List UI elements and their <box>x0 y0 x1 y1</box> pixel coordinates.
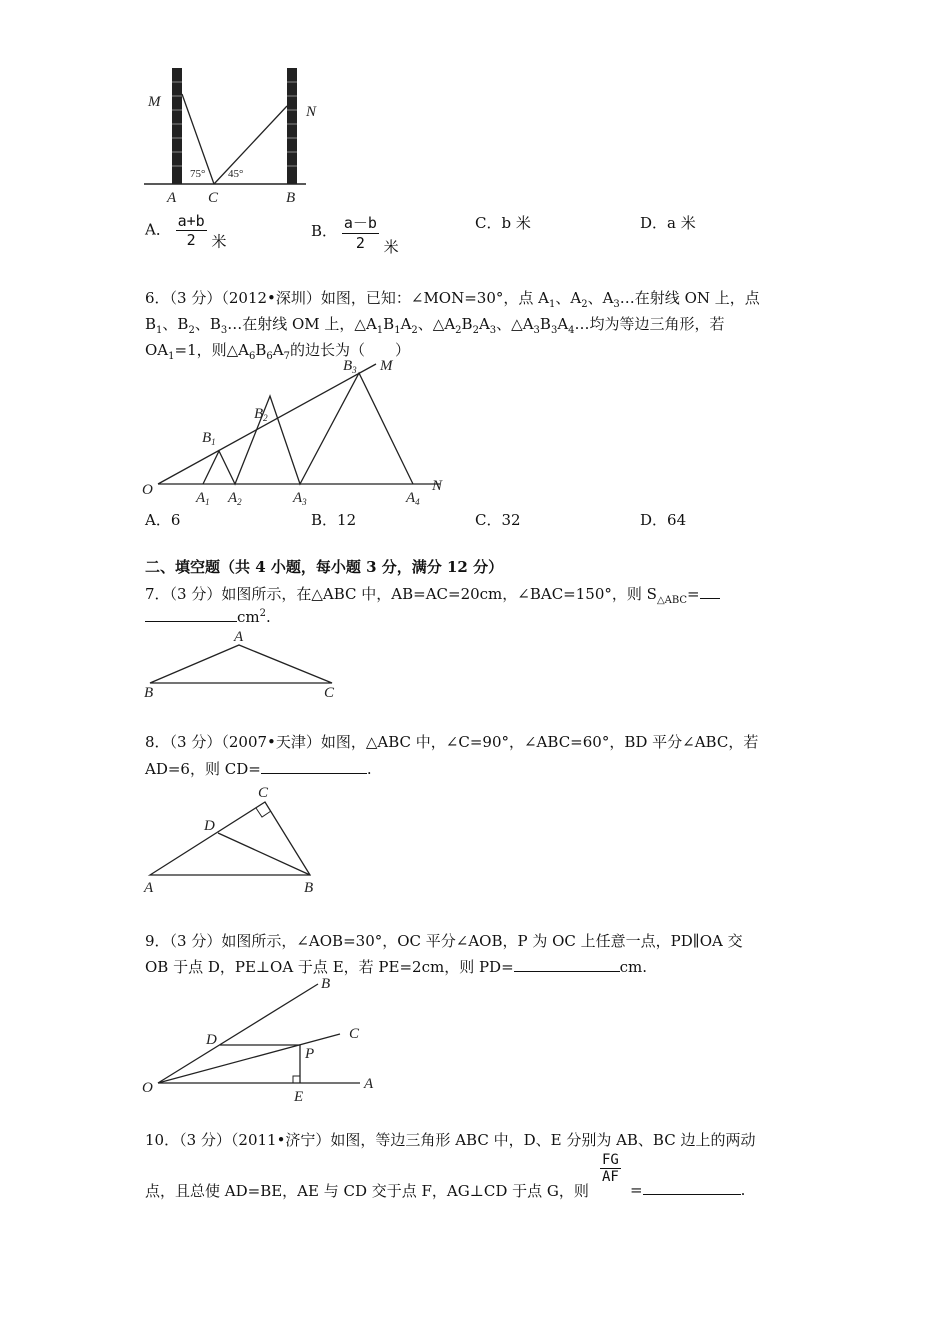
label-o: O <box>142 482 153 498</box>
label-a4: $A_4$ <box>406 490 420 507</box>
label-a: A <box>364 1076 374 1092</box>
building-left <box>172 68 182 184</box>
q8-answer-blank[interactable] <box>261 759 367 774</box>
building-right <box>287 68 297 184</box>
q6-line2: $B_1$、$B_2$、$B_3\dots$在射线 OM 上，$\triangle A_1B_1A_2$、$\triangle A_2B_2A_3$、$\triangle A_3B_3A_4\dots$均为等边三角形，若 <box>145 315 725 336</box>
section-heading: 二、填空题（共 4 小题，每小题 3 分，满分 12 分） <box>145 558 504 576</box>
q10-answer: = . <box>630 1181 746 1199</box>
triangle-abc <box>150 645 332 683</box>
q6-line3: $OA_1=1$，则$\triangle A_6B_6A_7$的边长为（ ） <box>145 341 411 362</box>
label-b3: $B_3$ <box>343 358 357 375</box>
q8-line2: AD=6，则 CD= . <box>145 760 372 778</box>
q9-answer-blank[interactable] <box>514 957 620 972</box>
q6-line1: 6．（3 分）（2012•深圳）如图，已知：∠MON=30°，点 $A_1$、$A_2$、$A_3\dots$在射线 ON 上，点 <box>145 289 760 310</box>
q5-option-a: A． $\frac{a+b}{2}$ 米 <box>145 212 227 251</box>
q5-option-b: B． $\frac{a-b}{2}$ 米 <box>311 214 399 256</box>
label-d: D <box>204 818 215 834</box>
label-b: B <box>304 880 314 896</box>
label-b: B <box>286 190 296 206</box>
q5-figure <box>140 62 330 210</box>
q5-option-c: C．b 米 <box>475 214 531 232</box>
ladder-right <box>214 106 287 184</box>
angle-75: 75° <box>190 168 206 180</box>
label-d: D <box>206 1032 217 1048</box>
q10-answer-blank[interactable] <box>643 1180 741 1195</box>
label-o: O <box>142 1080 153 1096</box>
label-c: C <box>258 785 269 801</box>
q9-line1: 9．（3 分）如图所示，∠AOB=30°，OC 平分∠AOB，P 为 OC 上任意一点，PD∥OA 交 <box>145 932 743 950</box>
q6-option-b: B．12 <box>311 511 357 529</box>
q6-option-c: C．32 <box>475 511 521 529</box>
label-b1: $B_1$ <box>202 430 216 447</box>
q9-figure <box>140 970 390 1110</box>
right-angle-mark <box>293 1076 300 1083</box>
label-e: E <box>294 1089 304 1105</box>
label-a1: $A_1$ <box>196 490 210 507</box>
q6-figure <box>140 352 460 512</box>
zigzag-triangles <box>203 373 413 484</box>
q5-option-d: D．a 米 <box>640 214 696 232</box>
q7-line1: 7．（3 分）如图所示，在△ABC 中，AB=AC=20cm，∠BAC=150°，则 $S_{\triangle ABC}=$ <box>145 583 720 606</box>
q6-option-a: A．6 <box>145 511 181 529</box>
label-b2: $B_2$ <box>254 406 268 423</box>
label-m: M <box>380 358 393 374</box>
q7-answer-blank[interactable] <box>145 607 237 622</box>
label-a: A <box>167 190 177 206</box>
q7-line2: $cm^2$. <box>145 607 271 626</box>
q7-figure <box>140 625 350 705</box>
label-a: A <box>144 880 154 896</box>
label-c: C <box>208 190 219 206</box>
label-c: C <box>324 685 335 701</box>
ray-om <box>158 364 376 484</box>
right-angle-mark <box>256 808 271 817</box>
q6-option-d: D．64 <box>640 511 687 529</box>
segment-bd <box>218 833 310 875</box>
q10-fraction: $\frac{FG}{AF}$ <box>602 1152 619 1185</box>
label-c: C <box>349 1026 360 1042</box>
label-n: N <box>432 478 443 494</box>
label-a: A <box>234 629 244 645</box>
label-m: M <box>148 94 161 110</box>
q7-blank-a[interactable] <box>700 584 720 599</box>
label-n: N <box>306 104 317 120</box>
q9-line2: OB 于点 D，PE⊥OA 于点 E，若 PE=2cm，则 PD= cm. <box>145 958 648 976</box>
label-a2: $A_2$ <box>228 490 242 507</box>
ray-ob <box>158 984 318 1083</box>
q10-line2: 点，且总使 AD=BE，AE 与 CD 交于点 F，AG⊥CD 于点 G，则 <box>145 1182 589 1200</box>
label-p: P <box>305 1046 315 1062</box>
angle-45: 45° <box>228 168 244 180</box>
label-b: B <box>144 685 154 701</box>
label-a3: $A_3$ <box>293 490 307 507</box>
q8-line1: 8．（3 分）（2007•天津）如图，△ABC 中，∠C=90°，∠ABC=60°，BD 平分∠ABC，若 <box>145 733 759 751</box>
q10-line1: 10．（3 分）（2011•济宁）如图，等边三角形 ABC 中，D、E 分别为 AB、BC 边上的两动 <box>145 1131 756 1149</box>
q8-figure <box>140 780 340 898</box>
label-b: B <box>321 976 331 992</box>
